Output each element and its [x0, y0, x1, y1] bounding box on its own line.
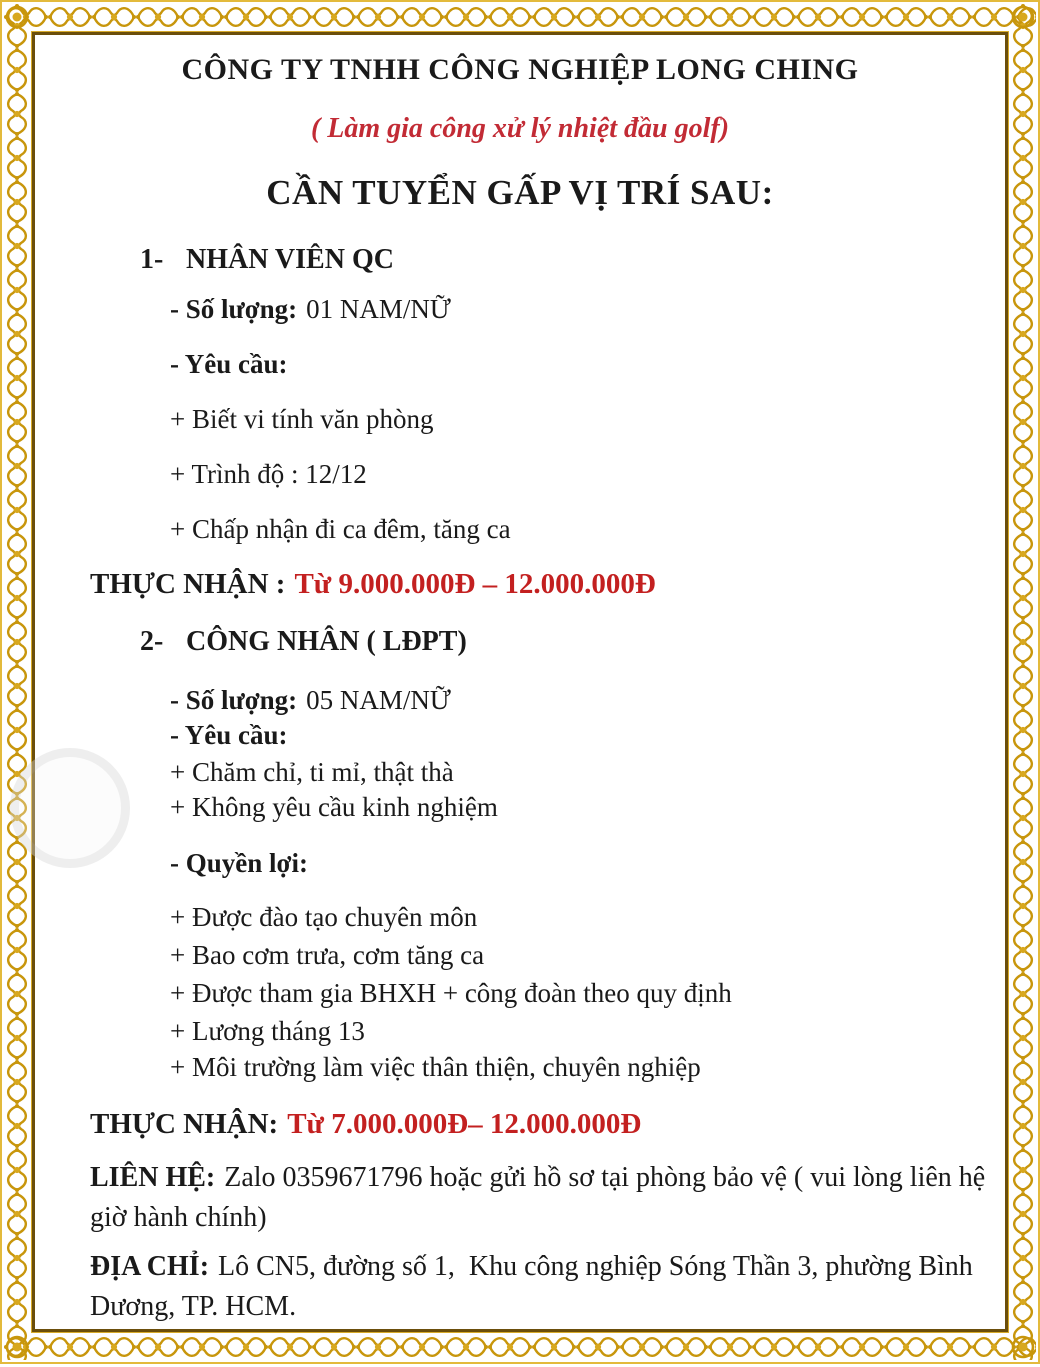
benefit-item: + Môi trường làm việc thân thiện, chuyên nghiệp: [170, 1052, 701, 1082]
company-subtitle: ( Làm gia công xử lý nhiệt đầu golf): [310, 113, 730, 144]
quantity-value: 01 NAM/NỮ: [306, 294, 451, 324]
frame-ornament-top: [4, 3, 1036, 31]
frame-corner-rosette-icon: [2, 1332, 32, 1362]
contact-value: Zalo 0359671796 hoặc gửi hồ sơ tại phòng bảo vệ ( vui lòng liên hệ giờ hành chính): [90, 1162, 986, 1233]
requirement-item: + Chăm chỉ, ti mỉ, thật thà: [170, 757, 454, 787]
requirement-item: + Trình độ : 12/12: [170, 459, 367, 489]
salary-value: Từ 9.000.000Đ – 12.000.000Đ: [294, 568, 656, 600]
salary-label: THỰC NHẬN :: [90, 568, 286, 600]
benefit-item: + Được tham gia BHXH + công đoàn theo quy định: [170, 978, 732, 1008]
position-2-benefits-label: - Quyền lợi:: [170, 848, 308, 878]
position-1-quantity: [170, 293, 1000, 326]
position-1-name: NHÂN VIÊN QC: [186, 244, 394, 275]
salary-value: Từ 7.000.000Đ– 12.000.000Đ: [287, 1108, 642, 1140]
address-value: Lô CN5, đường số 1, Khu công nghiệp Sóng Thần 3, phường Bình Dương, TP. HCM.: [90, 1251, 980, 1322]
position-1-salary: [90, 566, 1000, 602]
position-2-salary: [90, 1106, 1000, 1142]
position-1-number: 1-: [140, 244, 164, 275]
quantity-label: - Số lượng:: [170, 294, 298, 324]
quantity-value: 05 NAM/NỮ: [306, 685, 451, 715]
position-1-title: [140, 243, 1000, 277]
position-2-quantity: [170, 684, 1000, 717]
address-line: [90, 1247, 990, 1327]
requirement-item: + Chấp nhận đi ca đêm, tăng ca: [170, 514, 511, 544]
benefit-item: + Lương tháng 13: [170, 1016, 365, 1046]
recruitment-heading: CẦN TUYỂN GẤP VỊ TRÍ SAU:: [266, 173, 774, 212]
address-label: ĐỊA CHỈ:: [90, 1251, 210, 1282]
requirement-item: + Biết vi tính văn phòng: [170, 404, 434, 434]
position-2-number: 2-: [140, 626, 164, 657]
frame-corner-rosette-icon: [1008, 2, 1038, 32]
contact-label: LIÊN HỆ:: [90, 1162, 216, 1193]
faint-circle-watermark: [10, 748, 130, 868]
quantity-label: - Số lượng:: [170, 685, 298, 715]
frame-ornament-right: [1009, 4, 1037, 1360]
frame-corner-rosette-icon: [2, 2, 32, 32]
requirement-item: + Không yêu cầu kinh nghiệm: [170, 792, 498, 822]
contact-line: [90, 1158, 990, 1238]
salary-label: THỰC NHẬN:: [90, 1108, 279, 1140]
frame-corner-rosette-icon: [1008, 1332, 1038, 1362]
benefit-item: + Bao cơm trưa, cơm tăng ca: [170, 940, 485, 970]
position-2-requirements-label: - Yêu cầu:: [170, 720, 288, 750]
frame-ornament-left: [3, 4, 31, 1360]
document-body: [40, 37, 1000, 1327]
benefit-item: + Được đào tạo chuyên môn: [170, 902, 478, 932]
position-2-name: CÔNG NHÂN ( LĐPT): [186, 626, 467, 657]
frame-ornament-bottom: [4, 1333, 1036, 1361]
position-1-requirements-label: - Yêu cầu:: [170, 349, 288, 379]
company-title: CÔNG TY TNHH CÔNG NGHIỆP LONG CHING: [181, 53, 859, 86]
position-2-title: [140, 625, 1000, 659]
